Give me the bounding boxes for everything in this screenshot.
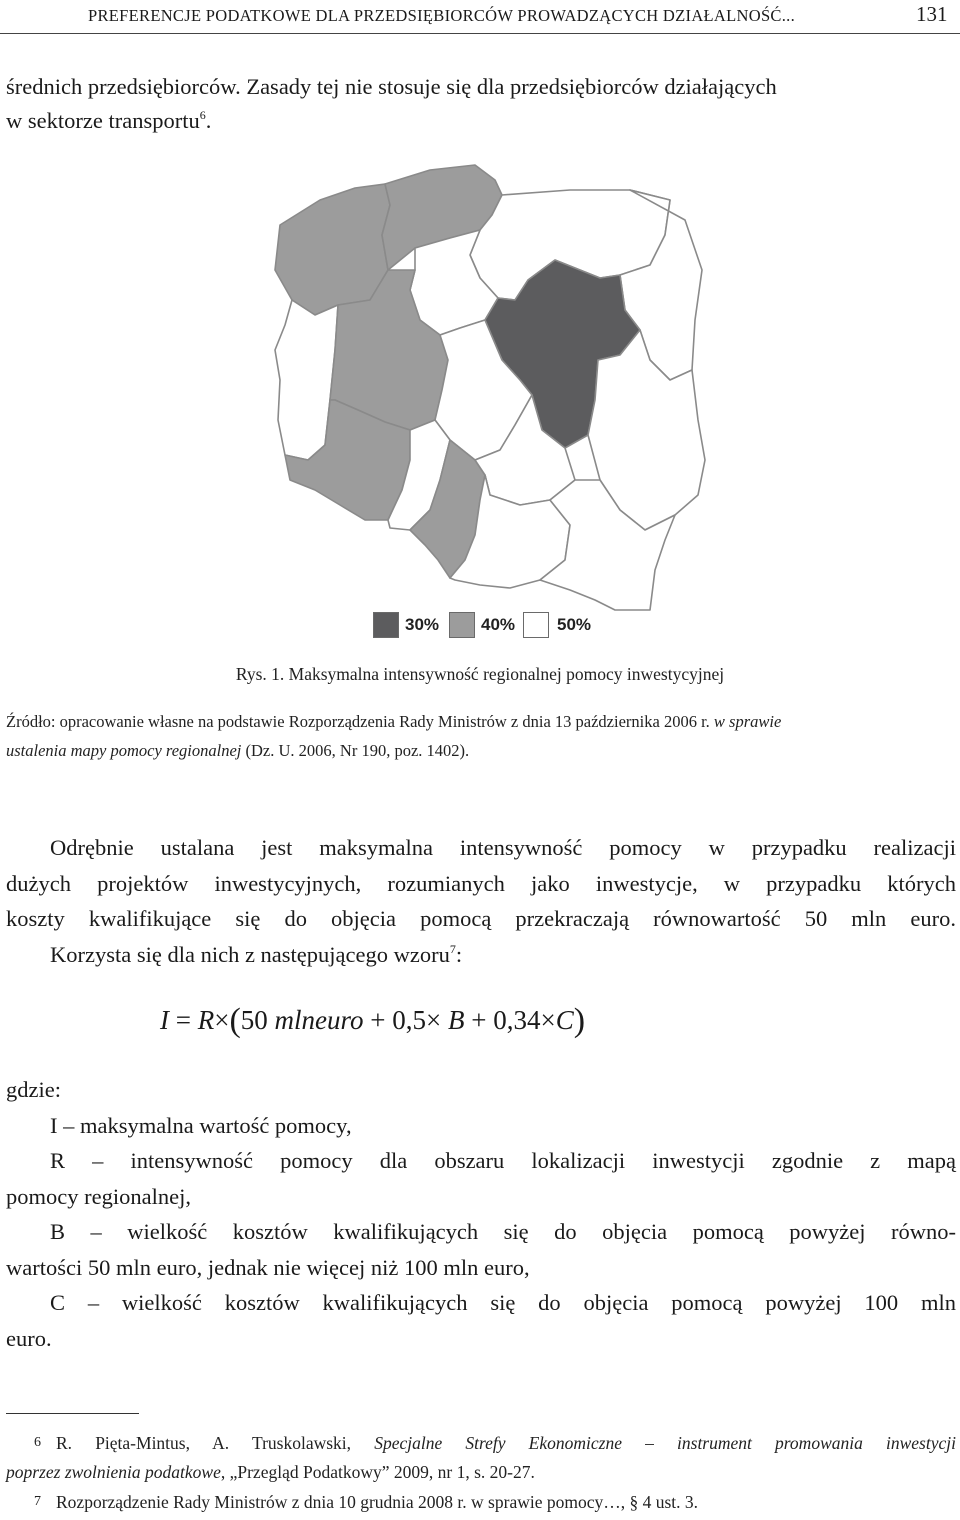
source-line-2-plain: (Dz. U. 2006, Nr 190, poz. 1402).: [245, 741, 470, 760]
paragraph-line-1: Odrębnie ustalana jest maksymalna intensywność pomocy w przypadku realizacji: [50, 835, 956, 860]
formula-plus-2: +: [471, 1005, 487, 1035]
formula-times-2: ×: [426, 1005, 442, 1035]
formula-plus-1: +: [370, 1005, 386, 1035]
formula-times-1: ×: [214, 1005, 230, 1035]
intro-line-2-text: w sektorze transportu: [6, 108, 200, 133]
formula-definitions: [6, 1072, 956, 1356]
footnote-6-line-2: [6, 1458, 956, 1487]
source-line-2-italic: ustalenia mapy pomocy regionalnej: [6, 741, 242, 760]
legend-swatch-50-box: [523, 612, 549, 638]
formula-times-3: ×: [540, 1005, 556, 1035]
footnote-7-number: 7: [34, 1494, 41, 1509]
formula-coef-c: 0,34: [493, 1005, 541, 1035]
formula-lparen: (: [229, 1002, 241, 1039]
paragraph-line-4-text: Korzysta się dla nich z następującego wzoru: [50, 941, 450, 967]
paragraph-line-3: koszty kwalifikujące się do objęcia pomocą przekraczają równowartość 50 mln euro.: [6, 906, 956, 931]
formula-coef-b: 0,5: [392, 1005, 427, 1035]
running-head: [0, 0, 960, 36]
figure-source: [6, 707, 956, 765]
aid-formula: [160, 1002, 585, 1040]
header-rule: [0, 33, 960, 34]
source-line-1: [6, 707, 956, 736]
paragraph-line-4: [6, 937, 956, 973]
formula-R: R: [197, 1005, 215, 1035]
intro-line-2-end: .: [205, 108, 212, 133]
definition-R-line-2: pomocy regionalnej,: [6, 1183, 191, 1209]
footnote-6-title-1: Specjalne Strefy Ekonomiczne – instrument promowania inwestycji: [374, 1433, 956, 1453]
legend-swatch-30-box: [373, 612, 399, 638]
footnote-6-rest: , „Przegląd Podatkowy” 2009, nr 1, s. 20-27.: [220, 1462, 535, 1482]
definition-C-line-1: C – wielkość kosztów kwalifikujących się do objęcia pomocą powyżej 100 mln: [50, 1290, 956, 1315]
intro-paragraph: [6, 70, 956, 138]
intro-line-2: [6, 104, 956, 138]
formula-rparen: ): [573, 1002, 586, 1039]
definition-I: I – maksymalna wartość pomocy,: [50, 1112, 352, 1138]
footnote-7-line: [6, 1487, 956, 1517]
footnote-ref-6[interactable]: 6: [199, 108, 206, 122]
formula-equals: =: [175, 1005, 191, 1035]
definitions-intro: gdzie:: [6, 1077, 61, 1102]
legend-label-50: 50%: [557, 615, 592, 634]
formula-mln: mln: [274, 1005, 316, 1035]
formula-euro: euro: [315, 1005, 364, 1035]
definition-R-line-1: R – intensywność pomocy dla obszaru lokalizacji inwestycji zgodnie z mapą: [50, 1148, 956, 1173]
footnote-7-text: Rozporządzenie Rady Ministrów z dnia 10 grudnia 2008 r. w sprawie pomocy…, § 4 ust. 3.: [56, 1492, 699, 1512]
formula-B: B: [448, 1005, 465, 1035]
footnote-rule: [6, 1413, 139, 1414]
page-number: 131: [916, 2, 948, 26]
paragraph-line-4-end: :: [455, 941, 463, 967]
footnotes: [6, 1428, 956, 1517]
paragraph-line-2: dużych projektów inwestycyjnych, rozumianych jako inwestycje, w przypadku których: [6, 870, 956, 896]
footnote-6-number: 6: [34, 1435, 41, 1450]
poland-regional-aid-map: [270, 160, 710, 620]
running-title: PREFERENCJE PODATKOWE DLA PRZEDSIĘBIORCÓW PROWADZĄCYCH DZIAŁALNOŚĆ...: [88, 6, 796, 25]
footnote-6-title-2: poprzez zwolnienia podatkowe: [6, 1462, 221, 1482]
footnote-ref-7[interactable]: 7: [449, 941, 456, 956]
intro-line-1: średnich przedsiębiorców. Zasady tej nie stosuje się dla przedsiębiorców działających: [6, 74, 777, 99]
main-paragraph: [6, 830, 956, 972]
footnote-6-authors: R. Pięta-Mintus, A. Truskolawski,: [56, 1433, 352, 1453]
formula-I: I: [160, 1005, 169, 1035]
definition-B-line-2: wartości 50 mln euro, jednak nie więcej niż 100 mln euro,: [6, 1254, 530, 1280]
formula-50: 50: [240, 1005, 268, 1035]
legend-swatch-40-box: [449, 612, 475, 638]
source-line-1-plain: Źródło: opracowanie własne na podstawie Rozporządzenia Rady Ministrów z dnia 13 października 2006 r.: [6, 712, 710, 731]
footnote-6-line-1: [6, 1428, 956, 1458]
figure-caption: Rys. 1. Maksymalna intensywność regionalnej pomocy inwestycyjnej: [235, 664, 725, 684]
formula-C: C: [555, 1005, 574, 1035]
legend-label-40: 40%: [481, 615, 516, 634]
source-line-2: [6, 736, 956, 765]
legend-label-30: 30%: [405, 615, 440, 634]
definition-B-line-1: B – wielkość kosztów kwalifikujących się do objęcia pomocą powyżej równo-: [50, 1219, 956, 1244]
definition-C-line-2: euro.: [6, 1325, 52, 1351]
source-line-1-italic: w sprawie: [713, 712, 782, 731]
